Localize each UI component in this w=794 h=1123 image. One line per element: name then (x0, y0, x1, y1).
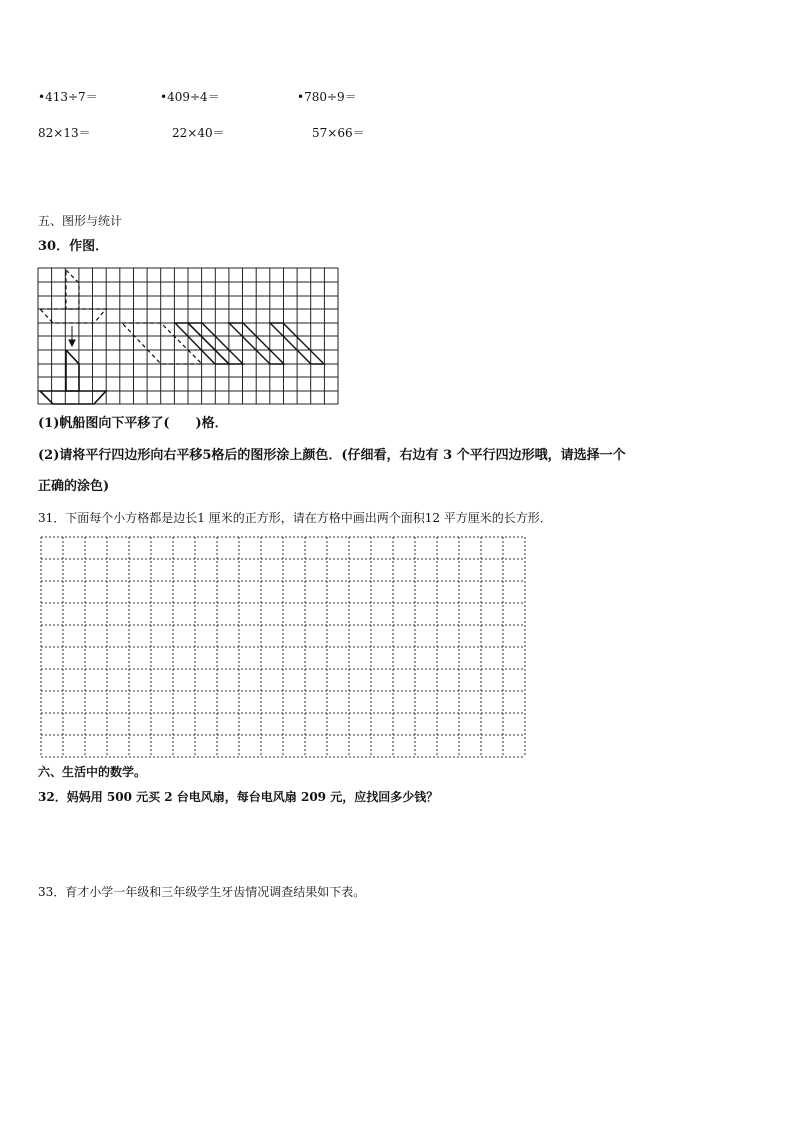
sailboat-translated (40, 350, 106, 404)
parallelogram-original (122, 323, 202, 364)
calc-item-4: 82×13＝ (38, 126, 91, 140)
parallelogram-option-3 (229, 323, 284, 364)
q30-grid-vertical (38, 268, 338, 404)
q31-grid-lines (41, 537, 525, 757)
parallelogram-option-2 (188, 323, 243, 364)
down-arrow-icon (69, 326, 75, 346)
calc-item-2: •409÷4＝ (160, 90, 220, 104)
section-6-heading: 六、生活中的数学。 (38, 765, 147, 779)
question-33-title: 33．育才小学一年级和三年级学生牙齿情况调查结果如下表。 (38, 885, 366, 899)
calc-item-6: 57×66＝ (312, 126, 365, 140)
calc-item-5: 22×40＝ (172, 126, 225, 140)
calc-item-3: •780÷9＝ (297, 90, 357, 104)
question-sub-2-line-1: (2)请将平行四边形向右平移5格后的图形涂上颜色．(仔细看，右边有 3 个平行四边形哦，请选择一个 (38, 448, 626, 463)
q30-grid (38, 268, 338, 404)
question-32-title: 32．妈妈用 500 元买 2 台电风扇，每台电风扇 209 元，应找回多少钱？ (38, 790, 439, 804)
question-sub-2-line-2: 正确的涂色) (38, 479, 110, 494)
parallelogram-option-4 (270, 323, 324, 364)
question-31-title: 31．下面每个小方格都是边长1 厘米的正方形，请在方格中画出两个面积12 平方厘米的长方形． (38, 511, 552, 525)
parallelogram-options (175, 323, 324, 364)
section-heading: 五、图形与统计 (38, 214, 123, 228)
question-sub-1: (1)帆船图向下平移了( )格． (38, 416, 228, 431)
parallelogram-option-1 (175, 323, 229, 364)
calc-item-1: •413÷7＝ (38, 90, 98, 104)
question-title: 30．作图． (38, 239, 109, 254)
sailboat-original (40, 270, 106, 323)
